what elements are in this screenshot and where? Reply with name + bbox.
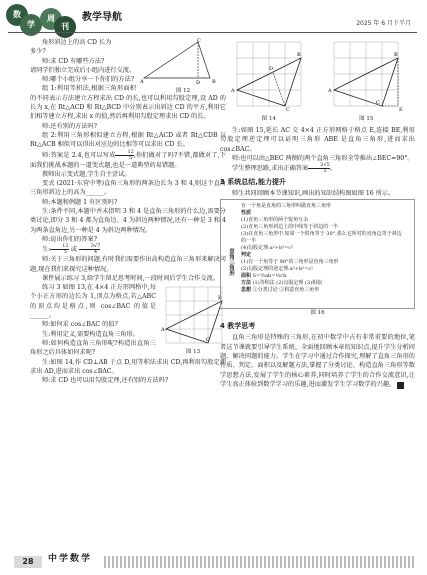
text: 多少?: [30, 48, 46, 56]
paragraph: 师:关于三角形的问题,有时我们需要作出高构造直角三角形来解决问题,现在我们来探究这种情况。: [30, 256, 226, 273]
paragraph: 教师出示变式题,学生自主尝试。: [42, 170, 131, 178]
mindmap-item: (3)在直角三角形中,如果一个锐角等于 30°,那么它所对的直角边等于斜边的一半: [241, 230, 402, 244]
paragraph: [220, 163, 415, 174]
answer-line: [30, 244, 226, 255]
paragraph: 师:哪个小组分享一下你们的方法?: [42, 76, 135, 84]
paragraph: 生:利用定义,需要构造直角三角形。: [42, 330, 139, 338]
paragraph: 生:如图 15,延长 AC 交 4×4 正方形网格于格点 E,连接 BE,利用勾股定理逆定理可以证明三角形 ABE 是直角三角形,进而求出 cos∠BAC。: [220, 127, 415, 153]
logo-char-4: 刊: [54, 16, 76, 38]
page-header: [0, 0, 427, 40]
figure-14: [229, 38, 309, 126]
paragraph: 师:如何构造直角三角形呢?构造出直角三角形之后具体如何求呢?: [30, 339, 156, 357]
grid-figure-15: [326, 38, 406, 112]
paragraph: 生:如图 14,作 CD⊥AB 于点 D,用等积法求出 CD,再利用勾股定理求出 AD,进而求出 cos∠BAC。: [30, 358, 226, 375]
paragraph: 练习 3 如图 13,在 4×4 正方形网格中,每个小正方形的边长为 1,顶点为格点,若△ABC 的顶点均是格点,则 cos∠BAC 的值是______。: [30, 284, 156, 320]
text: (1)等积法 (2)勾股定理 (3)相似: [252, 279, 323, 286]
mindmap-item: (2)勾股定理的逆定理:a²+b²=c²: [241, 265, 314, 272]
mindmap-label: 思想: [241, 286, 252, 293]
section-title: 教学导航: [82, 12, 122, 23]
mindmap-label: 性质: [241, 209, 252, 216]
text: 生:: [42, 246, 51, 254]
numerator: 12: [115, 150, 133, 156]
figure-12-caption: 图 12: [175, 88, 191, 95]
text: ,你们做对了吗?不错,都做对了,下面我们挑战本题的一道变式题,也是一道典型的易错题。: [30, 151, 227, 169]
grid-figure-14: [229, 38, 309, 112]
svg-text:A: A: [161, 327, 165, 334]
paragraph: 师:如何求 cos∠BAC 的值?: [42, 321, 118, 329]
text: 。: [329, 165, 336, 173]
mindmap-label: 方法: [241, 279, 252, 286]
text: 直角三角形是特殊的三角形,在初中数学中占有非常重要的地位,笔者这节课就要引导学生系统、全面地回顾本章的知识点,提升学生分析问题、解决问题的能力。学生在学习中通过合作探究,理解了直角三角形的性质、判定、面积以及解题方法,掌握了分类讨论、构造直角三角形等数学思想方法,发展了学生的核心素养,同时培养了学生的合作交流意识,让学生真正体验到数学学习的乐趣,进而激发学生学习数学的兴趣。: [220, 334, 415, 388]
text: 或: [70, 246, 77, 254]
text: S=½ab=½ch: [252, 272, 287, 279]
mindmap-label: 判定: [241, 251, 252, 258]
figures-14-15: [220, 38, 415, 126]
paragraph: 师:说出你们的答案?: [42, 235, 97, 243]
paragraph: 组 2:利用三角形相似建立方程,根据 Rt△ACD 或者 Rt△CDB 与 Rt△ACB 相似可以得出对应边的比相等可以求出 CD 长。: [30, 131, 226, 149]
mindmap-item: (1)直角三角形的两个锐角互余: [241, 216, 309, 223]
left-column: [30, 38, 226, 385]
numerator: 12: [50, 244, 68, 250]
knowledge-map-figure-16: [220, 199, 415, 309]
text: 师:答案是 2.4,也可以写成: [42, 151, 116, 159]
mindmap-item: (2)直角三角形斜边上的中线等于斜边的一半: [241, 223, 339, 230]
fraction: [79, 244, 101, 255]
text: 学生整理思路,求出正确答案: [232, 165, 309, 173]
svg-text:D: D: [268, 66, 273, 72]
end-mark-icon: Z: [397, 382, 404, 389]
figure-15-caption: 图 15: [359, 116, 374, 123]
figure-13-caption: 图 13: [185, 349, 201, 356]
mindmap-item: (4)勾股定理:a²+b²=c²: [241, 244, 294, 251]
svg-text:C: C: [376, 100, 381, 106]
svg-text:A: A: [230, 88, 235, 94]
svg-text:E: E: [399, 107, 403, 112]
svg-text:B: B: [218, 295, 222, 302]
fraction: [50, 244, 68, 255]
paragraph: 师生共同回顾本节课知识,画出的知识结构图如图 16 所示。: [232, 190, 395, 198]
mindmap-branches: [241, 203, 406, 294]
paragraph: 组 1:利用等积法,根据三角形面积的不同表示方法建立方程求出 CD 的长,也可以利用勾股定理,设 AD 的长为 x,在 Rt△ACD 和 Rt△BCD 中分别表示出斜边 CD 的平方,利用它们相等建立方程,求出 x 的值,然后再利用勾股定理求出 CD 的长。: [30, 85, 226, 121]
paragraph: 师:本题和例题 1 有区别吗?: [42, 198, 118, 206]
issue-date: 2025 年 6 月下半月: [356, 20, 411, 27]
logo-char-1: 数: [6, 4, 28, 26]
right-column: [220, 38, 415, 389]
figure-13: [160, 283, 226, 356]
denominator: 5: [323, 168, 327, 175]
svg-text:D: D: [196, 80, 201, 84]
paragraph: 请同学们独立完成后小组内进行交流。: [30, 66, 136, 74]
mindmap-label: 面积: [241, 272, 252, 279]
logo-char-3: 周: [40, 8, 62, 30]
triangle-figure-12: [140, 38, 226, 84]
mindmap-item: [241, 287, 406, 294]
paragraph: 生:条件不同,本题中并未指明 3 和 4 是直角三角形的什么边,需要分类讨论,即分 3 和 4 都为直角边、4 为斜边两种情况,还有一种是 3 和 4 为两条直角边,另一种是 4 为斜边两种情况。: [30, 208, 226, 234]
text: ①分类讨论 ②构造直角三角形: [252, 286, 320, 293]
paragraph: 变式 (2021·东营中考)直角三角形的两条边长为 3 和 4,则这个直角三角形斜边上的高为______。: [30, 180, 226, 197]
figure-15: [326, 38, 406, 126]
section-heading-4: 4 教学思考: [220, 322, 256, 331]
denominator: 5: [63, 249, 68, 256]
figure-14-caption: 图 14: [261, 116, 276, 123]
mindmap-definition: 有一个角是直角的三角形叫做直角三角形: [241, 202, 332, 209]
svg-text:B: B: [296, 52, 301, 58]
mindmap-root: 直角三角形: [228, 247, 234, 276]
paragraph: [220, 333, 415, 389]
svg-text:C: C: [197, 38, 201, 44]
numerator: 3√7: [79, 244, 101, 250]
numerator: 2√5: [308, 163, 330, 169]
footer-brand: 中学数学: [48, 554, 93, 564]
svg-text:B: B: [394, 52, 398, 58]
fraction: [115, 150, 133, 161]
paragraph: 师:求 CD 有哪些方法?: [42, 57, 105, 65]
paragraph: 师:也可以由△BEC 两侧的两个直角三角形全等推出∠BEC=90°。: [232, 154, 414, 162]
section-heading-3: 3 系统总结,能力提升: [220, 178, 286, 187]
paragraph: 师:还有别的方法吗?: [42, 122, 97, 130]
mindmap-item: (1)有一个角等于 90°的三角形是直角三角形: [241, 258, 339, 265]
paragraph: 课件展示练习 3,给学生留足思考时间,一段时间后学生合作交流。: [42, 274, 219, 282]
svg-text:A: A: [328, 88, 332, 94]
fraction: [308, 163, 330, 174]
figure-12: [140, 38, 226, 95]
denominator: 5: [129, 154, 133, 161]
header-rule: [8, 32, 417, 33]
figure-16-caption: 图 16: [310, 309, 325, 316]
denominator: 4: [93, 249, 98, 256]
svg-text:C: C: [206, 337, 210, 344]
page-number: 28: [14, 556, 42, 568]
svg-text:C: C: [285, 107, 290, 112]
paragraph: 师:求 CD 也可以用勾股定理,还有别的方法吗?: [42, 377, 169, 385]
text: 角形斜边上的高 CD 长为: [42, 39, 112, 46]
svg-text:A: A: [140, 79, 144, 84]
svg-text:B: B: [212, 79, 216, 84]
grid-figure-13: [160, 283, 226, 345]
mindmap-item: [241, 273, 406, 280]
footer-decorative-bar: [104, 556, 414, 568]
mindmap-item: [241, 280, 406, 287]
paragraph: [30, 150, 226, 170]
logo-char-2: 学: [20, 14, 42, 36]
page-footer: [0, 548, 427, 575]
